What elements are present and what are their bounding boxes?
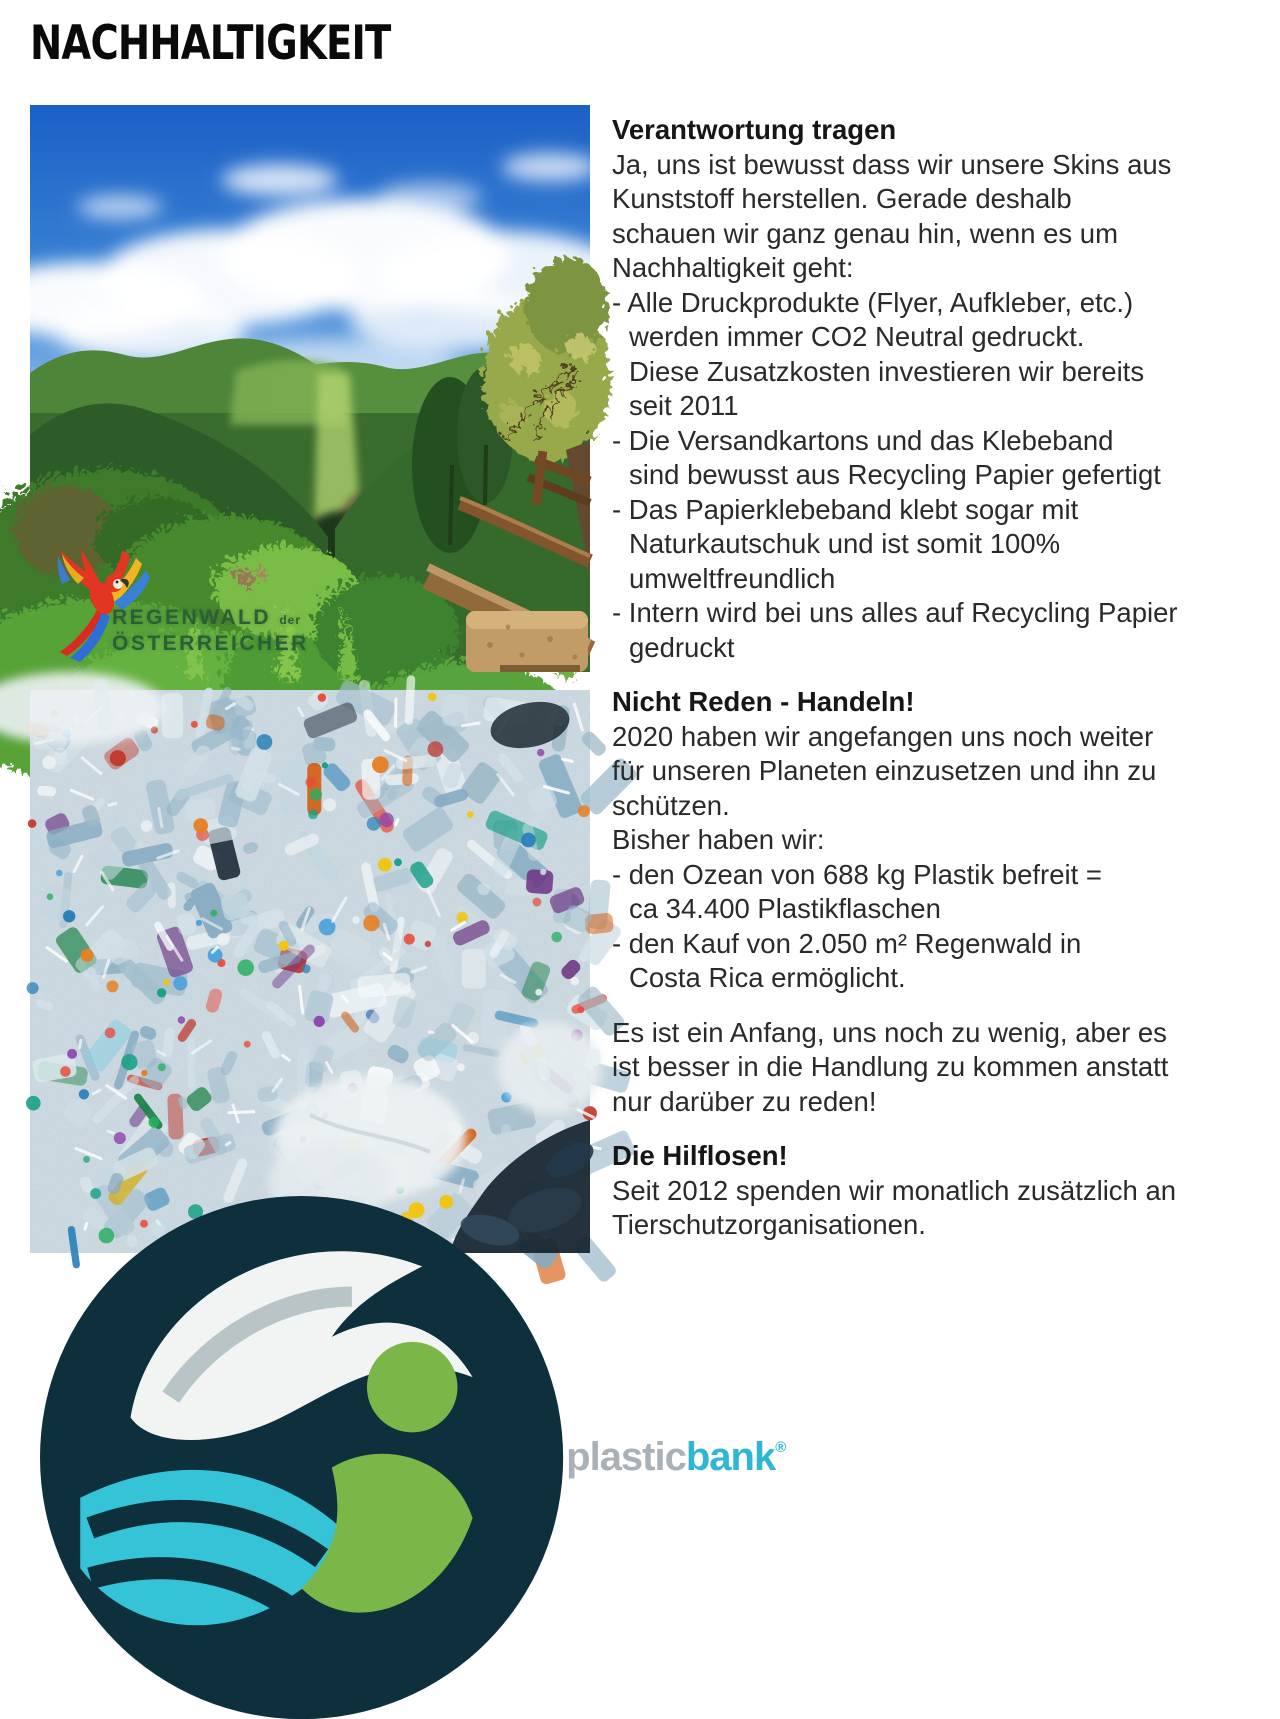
text-line: Ja, uns ist bewusst dass wir unsere Skins aus (612, 148, 1172, 180)
text-line: umweltfreundlich (629, 562, 836, 594)
text-line: - den Ozean von 688 kg Plastik befreit = (612, 858, 1102, 890)
section-heading: Verantwortung tragen (612, 114, 897, 145)
section-body (612, 1016, 1272, 1120)
text-line: Costa Rica ermöglicht. (629, 962, 906, 993)
text-line: werden immer CO2 Neutral gedruckt. (629, 321, 1085, 352)
text-line: - Alle Druckprodukte (Flyer, Aufkleber, etc.) (612, 286, 1134, 318)
text-line: für unseren Planeten einzusetzen und ihn zu (612, 755, 1157, 786)
regenwald-logo-connector: der (279, 613, 302, 627)
text-line: - Die Versandkartons und das Klebeband (612, 424, 1114, 456)
section-body (612, 720, 1272, 996)
plasticbank-icon (40, 1196, 563, 1719)
section-body (612, 148, 1272, 666)
rainforest-illustration (30, 105, 590, 672)
section-heading: Nicht Reden - Handeln! (612, 686, 915, 717)
text-line: Bisher haben wir: (612, 824, 825, 855)
text-line: - Das Papierklebeband klebt sogar mit (612, 493, 1079, 525)
text-line: nur darüber zu reden! (612, 1085, 877, 1117)
text-line: sind bewusst aus Recycling Papier gefertigt (629, 459, 1161, 490)
text-line: Naturkautschuk und ist somit 100% (629, 528, 1061, 559)
text-line: - Intern wird bei uns alles auf Recycling Papier (612, 597, 1178, 628)
text-line: Tierschutzorganisationen. (612, 1209, 926, 1240)
plasticbank-wordmark (566, 1435, 786, 1480)
plasticbank-word2: bank (685, 1435, 776, 1480)
text-line: Seit 2012 spenden wir monatlich zusätzlich an (612, 1174, 1177, 1206)
section-nicht-reden-handeln (612, 685, 1272, 996)
text-line: - den Kauf von 2.050 m² Regenwald in (612, 927, 1082, 959)
text-line: Es ist ein Anfang, uns noch zu wenig, aber es (612, 1016, 1167, 1048)
text-line: schützen. (612, 789, 730, 821)
text-line: ist besser in die Handlung zu kommen anstatt (612, 1051, 1169, 1082)
section-die-hilflosen (612, 1139, 1272, 1243)
text-line: seit 2011 (629, 390, 739, 421)
text-line: Diese Zusatzkosten investieren wir bereits (629, 355, 1145, 387)
regenwald-logo-line1: REGENWALD (112, 606, 271, 629)
regenwald-logo (112, 606, 309, 655)
text-line: Nachhaltigkeit geht: (612, 252, 854, 283)
text-line: Kunststoff herstellen. Gerade deshalb (612, 183, 1072, 214)
plasticbank-word1: plastic (566, 1435, 686, 1480)
text-line: schauen wir ganz genau hin, wenn es um (612, 217, 1119, 249)
registered-trademark-symbol: ® (775, 1439, 787, 1457)
text-line: gedruckt (629, 631, 735, 663)
text-line: ca 34.400 Plastikflaschen (629, 893, 941, 924)
regenwald-logo-line2: ÖSTERREICHER (112, 632, 309, 655)
page-title: NACHHALTIGKEIT (30, 16, 391, 71)
rainforest-photo (30, 105, 590, 672)
section-verantwortung-tragen (612, 113, 1272, 665)
section-body (612, 1174, 1272, 1243)
text-column (612, 113, 1272, 1263)
section-heading: Die Hilflosen! (612, 1140, 788, 1171)
section-es-ist-ein-anfang (612, 1016, 1272, 1120)
text-line: 2020 haben wir angefangen uns noch weiter (612, 720, 1154, 752)
plastic-pile-illustration (30, 690, 590, 1253)
